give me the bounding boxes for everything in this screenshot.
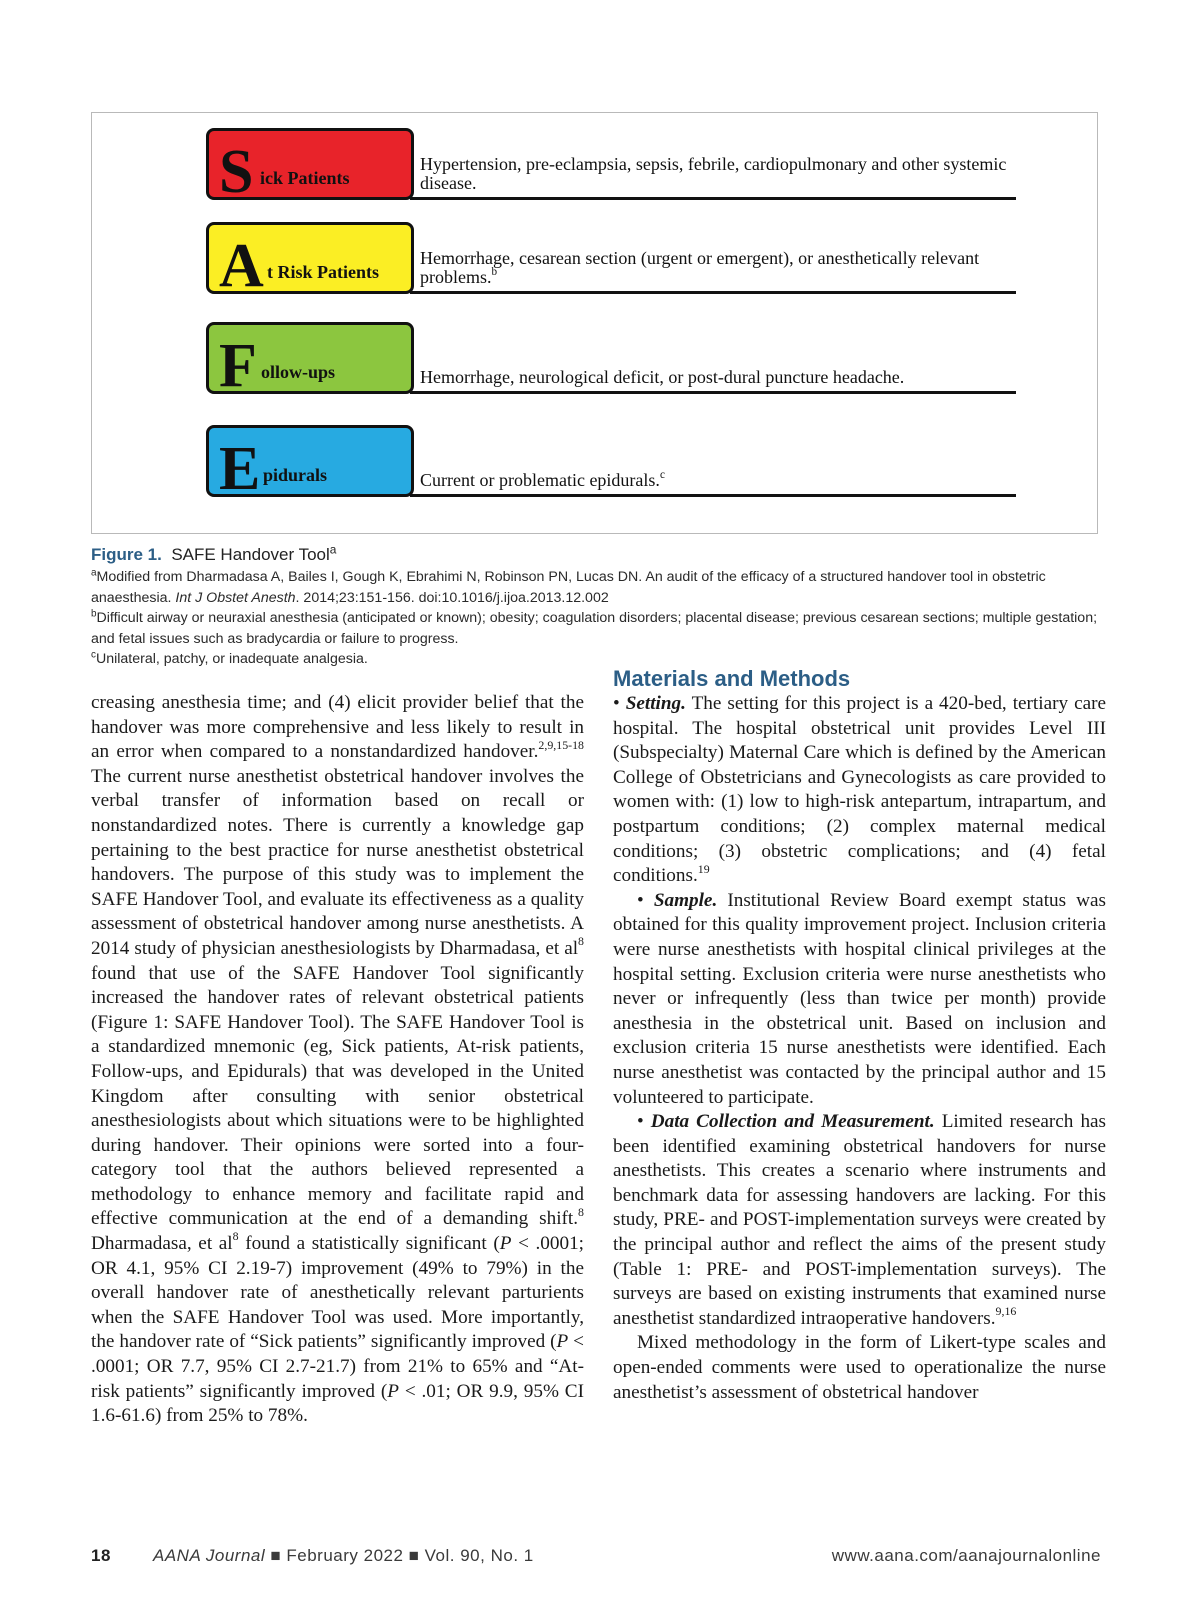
body-column-right — [613, 665, 1106, 1405]
safe-label-epidurals: pidurals — [263, 465, 328, 485]
mixed-methodology-paragraph: Mixed methodology in the form of Likert-type scales and open-ended comments were used to operationalize the nurse anesthetist’s assessment of obstetrical handover — [613, 1332, 1106, 1403]
safe-row-sick — [206, 128, 1016, 200]
safe-block-epidurals — [206, 425, 414, 497]
page-footer — [91, 1546, 1101, 1568]
safe-label-at-risk: t Risk Patients — [267, 262, 379, 282]
sample-paragraph: • Sample. Institutional Review Board exempt status was obtained for this quality improvement project. Inclusion criteria were nurse anesthetists with hospital clinical privileges at the hospital setting. Exclusion criteria were nurse anesthetists who never or infrequently (less than twice per month) provide anesthesia in the obstetrical unit. Based on inclusion and exclusion criteria 15 nurse anesthetists were identified. Each nurse anesthetist was contacted by the principal author and 15 volunteered to participate. — [613, 889, 1107, 1108]
journal-citation: AANA Journal ■ February 2022 ■ Vol. 90, No. 1 — [153, 1546, 534, 1565]
safe-row-at-risk — [206, 222, 1016, 294]
safe-label-follow-ups: ollow-ups — [261, 362, 336, 382]
safe-underline — [410, 291, 1016, 294]
figure-label: Figure 1. — [91, 545, 162, 564]
section-heading: Materials and Methods — [613, 666, 851, 691]
caption-title: Figure 1. SAFE Handover Tool$^a$ — [91, 542, 337, 564]
data-collection-paragraph: • Data Collection and Measurement. Limited research has been identified examining obstetrical handovers for nurse anesthetists. This creates a scenario where instruments and benchmark data for assessing handovers are lacking. For this study, PRE- and POST-implementation surveys were created by the principal author and reflect the aims of the present study (Table 1: PRE- and POST-implementation surveys). The surveys are based on existing instruments that examined nurse anesthetist standardized intraoperative handovers.$^{9,16}$ — [613, 1111, 1107, 1329]
safe-description-at-risk: Hemorrhage, cesarean section (urgent or emergent), or anesthetically relevant problems.$^b$ — [420, 248, 980, 287]
footnote-a: $^a$Modified from Dharmadasa A, Bailes I, Gough K, Ebrahimi N, Robinson PN, Lucas DN. An audit of the efficacy of a structured handover tool in obstetric anaesthesia. Int J Obstet Anesth. 2014;23:151-156. doi:10.1016/j.ijoa.2013.12.002 — [91, 567, 1046, 606]
safe-underline — [410, 391, 1016, 394]
safe-block-at-risk — [206, 222, 414, 294]
safe-letter-a: A — [219, 232, 264, 294]
safe-underline — [410, 197, 1016, 200]
safe-underline — [410, 494, 1016, 497]
figure-title: SAFE Handover Tool — [171, 545, 330, 564]
safe-row-follow-ups — [206, 322, 1016, 394]
page-number: 18 — [91, 1546, 111, 1565]
safe-row-epidurals — [206, 425, 1016, 497]
journal-url-link[interactable]: www.aana.com/aanajournalonline — [831, 1546, 1101, 1565]
safe-letter-f: F — [219, 332, 257, 394]
safe-description-epidurals: Current or problematic epidurals.$^c$ — [420, 468, 665, 490]
body-column-left — [91, 691, 584, 1429]
safe-block-follow-ups — [206, 322, 414, 394]
figure-caption — [91, 543, 1101, 670]
footnote-c: $^c$Unilateral, patchy, or inadequate analgesia. — [91, 649, 368, 667]
safe-description-follow-ups: Hemorrhage, neurological deficit, or post-dural puncture headache. — [420, 367, 905, 387]
body-paragraph: creasing anesthesia time; and (4) elicit provider belief that the handover was more comprehensive and less likely to result in an error when compared to a nonstandardized handover.$^{2,9,15-18}$ The current nurse anesthetist obstetrical handover involves the verbal transfer of information based on recall or nonstandardized notes. There is currently a knowledge gap pertaining to the best practice for nurse anesthetist obstetrical handovers. The purpose of this study was to implement the SAFE Handover Tool, and evaluate its effectiveness as a quality assessment of obstetrical handover among nurse anesthetists. A 2014 study of physician anesthesiologists by Dharmadasa, et $al^8$ found that use of the SAFE Handover Tool significantly increased the handover rates of relevant obstetrical patients (Figure 1: SAFE Handover Tool). The SAFE Handover Tool is a standardized mnemonic (eg, Sick patients, At-risk patients, Follow-ups, and Epidurals) that was developed in the United Kingdom after consulting with senior obstetrical anesthesiologists about which situations were to be highlighted during handover. Their opinions were sorted into a four-category tool that the authors believed represented a methodology to enhance memory and facilitate rapid and effective communication at the end of a demanding shift.$^8$ Dharmadasa, et $al^8$ found a statistically significant (P < .0001; OR 4.1, 95% CI 2.19-7) improvement (49% to 79%) in the overall handover rate of anesthetically relevant parturients when the SAFE Handover Tool was used. More importantly, the handover rate of “Sick patients” significantly improved (P < .0001; OR 7.7, 95% CI 2.7-21.7) from 21% to 65% and “At-risk patients” significantly improved (P < .01; OR 9.9, 95% CI 1.6-61.6) from 25% to 78%. — [91, 692, 585, 1427]
safe-block-sick — [206, 128, 414, 200]
safe-description-sick: Hypertension, pre-eclampsia, sepsis, febrile, cardiopulmonary and other systemic disease. — [420, 154, 1007, 193]
footnote-b: $^b$Difficult airway or neuraxial anesthesia (anticipated or known); obesity; coagulation disorders; placental disease; previous cesarean sections; multiple gestation; and fetal issues such as bradycardia or failure to progress. — [91, 608, 1098, 647]
safe-letter-e: E — [219, 435, 261, 497]
safe-label-sick: ick Patients — [260, 168, 350, 188]
setting-paragraph: • Setting. The setting for this project is a 420-bed, tertiary care hospital. The hospital obstetrical unit provides Level III (Subspecialty) Maternal Care which is defined by the American College of Obstetricians and Gynecologists as care provided to women with: (1) low to high-risk antepartum, intrapartum, and postpartum conditions; (2) complex maternal medical conditions; (3) obstetric complications; and (4) fetal conditions.$^{19}$ — [613, 693, 1107, 887]
figure-1 — [91, 112, 1098, 534]
safe-letter-s: S — [219, 138, 254, 200]
